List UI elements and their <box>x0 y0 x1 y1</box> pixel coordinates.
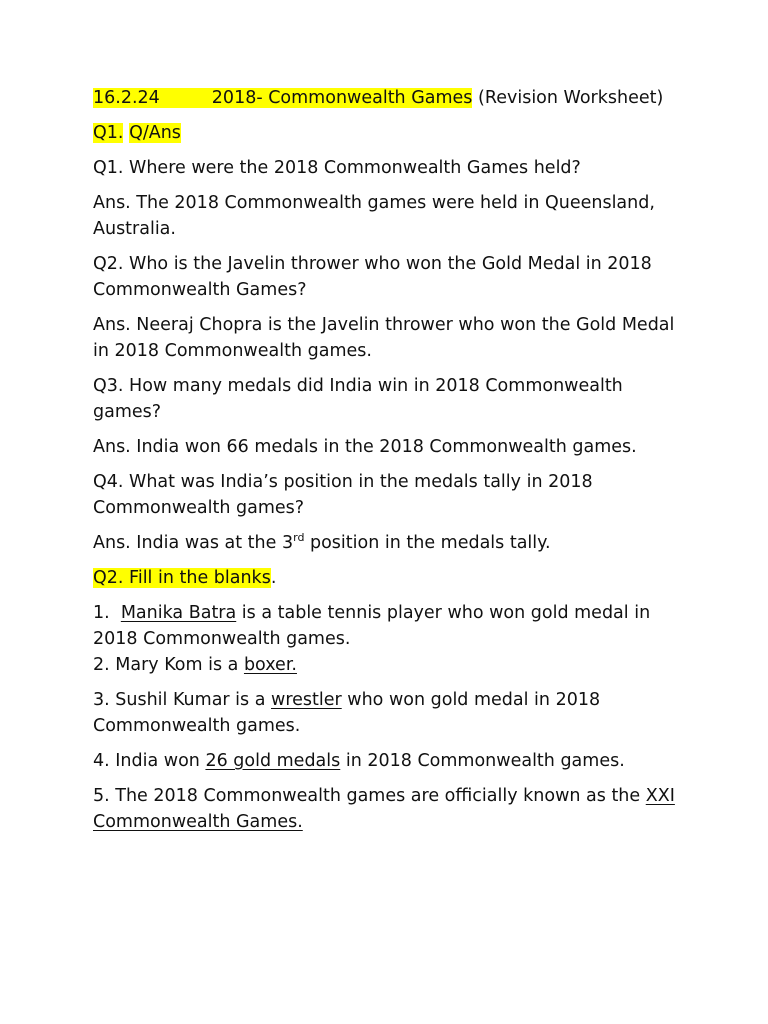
blank-2-prefix: 2. Mary Kom is a <box>93 655 244 675</box>
blank-1-prefix: 1. <box>93 603 121 623</box>
blank-3-suffix: who won gold medal in 2018 Commonwealth games. <box>93 690 601 736</box>
answer-4-sup: rd <box>293 531 305 545</box>
worksheet-header <box>93 85 693 111</box>
section1-heading <box>93 120 693 146</box>
blank-5-prefix: 5. The 2018 Commonwealth games are officially known as the <box>93 786 646 806</box>
blank-3 <box>93 687 693 739</box>
answer-1: Ans. The 2018 Commonwealth games were held in Queensland, Australia. <box>93 193 655 239</box>
blank-1-suffix: is a table tennis player who won gold medal in 2018 Commonwealth games. <box>93 603 651 649</box>
section2-label-end: . <box>270 568 277 588</box>
header-date: 16.2.24 <box>93 88 160 108</box>
blank-3-answer: wrestler <box>271 690 342 710</box>
blank-4-suffix: in 2018 Commonwealth games. <box>340 751 625 771</box>
question-1: Q1. Where were the 2018 Commonwealth Games held? <box>93 158 581 178</box>
section2-heading <box>93 565 693 591</box>
blank-3-prefix: 3. Sushil Kumar is a <box>93 690 272 710</box>
header-subtitle: (Revision Worksheet) <box>478 88 664 108</box>
header-highlight <box>93 88 472 108</box>
section1-label: Q1. <box>93 123 124 143</box>
answer-4-before: Ans. India was at the 3 <box>93 533 294 553</box>
question-2: Q2. Who is the Javelin thrower who won the Gold Medal in 2018 Commonwealth Games? <box>93 254 652 300</box>
question-3: Q3. How many medals did India win in 2018 Commonwealth games? <box>93 376 623 422</box>
blank-2-answer: boxer. <box>243 655 297 675</box>
worksheet-page <box>93 85 693 844</box>
blank-4-prefix: 4. India won <box>93 751 206 771</box>
blank-2 <box>93 652 693 678</box>
answer-4-after: position in the medals tally. <box>304 533 551 553</box>
header-topic: 2018- Commonwealth Games <box>211 88 473 108</box>
blank-1-answer: Manika Batra <box>120 603 237 623</box>
answer-4 <box>93 530 693 556</box>
blank-1 <box>93 600 693 652</box>
question-4: Q4. What was India’s position in the medals tally in 2018 Commonwealth games? <box>93 472 593 518</box>
section1-label-rest: Q/Ans <box>129 123 181 143</box>
blank-4 <box>93 748 693 774</box>
answer-2: Ans. Neeraj Chopra is the Javelin thrower who won the Gold Medal in 2018 Commonwealth games. <box>93 315 675 361</box>
blank-4-answer: 26 gold medals <box>205 751 341 771</box>
blank-5 <box>93 783 693 835</box>
blank-5-answer: XXI Commonwealth Games. <box>93 786 675 832</box>
answer-3: Ans. India won 66 medals in the 2018 Commonwealth games. <box>93 437 637 457</box>
section2-label: Q2. Fill in the blanks <box>93 568 271 588</box>
